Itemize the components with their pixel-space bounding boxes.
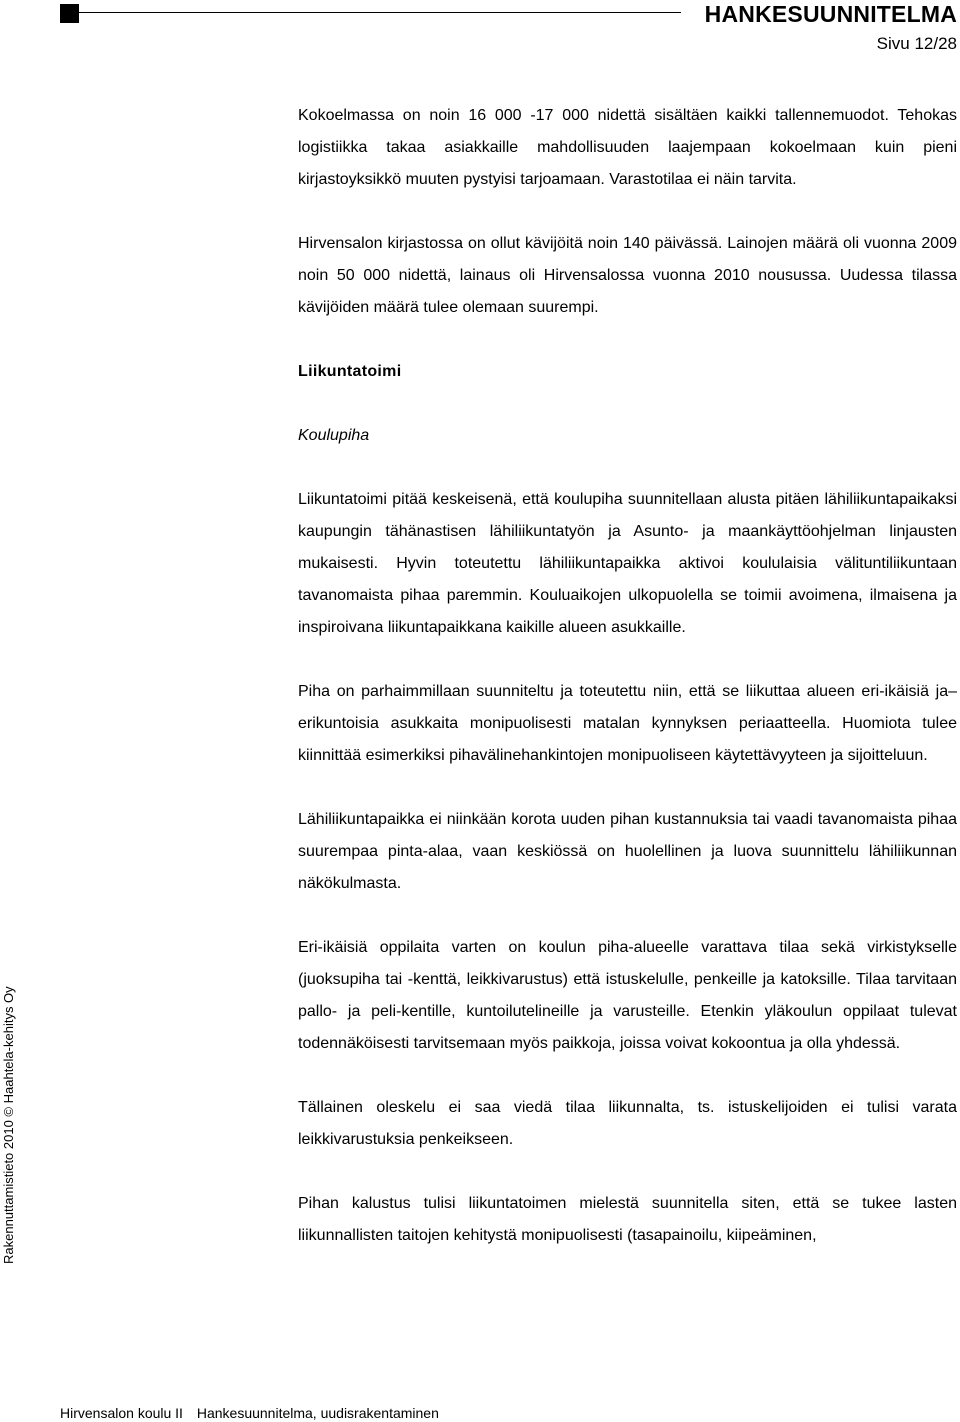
document-title: HANKESUUNNITELMA	[704, 1, 957, 27]
paragraph-1: Liikuntatoimi pitää keskeisenä, että koulupiha suunnitellaan alusta pitäen lähiliikuntapaikaksi kaupungin tähänastisen lähiliikuntatyön ja Asunto- ja maankäyttöohjelman linjausten mukaisesti. Hyvin toteutettu lähiliikuntapaikka aktivoi koululaisia välituntiliikuntaan tavanomaista pihaa paremmin. Kouluaikojen ulkopuolella se toimii avoimena, ilmaisena ja inspiroivana liikuntapaikkana kaikille alueen asukkaille.	[298, 491, 957, 636]
document-body	[298, 100, 957, 1284]
footer-project: Hirvensalon koulu II	[60, 1405, 183, 1421]
page-number: Sivu 12/28	[876, 34, 957, 53]
paragraph-6: Pihan kalustus tulisi liikuntatoimen mielestä suunnitella siten, että se tukee lasten liikunnallisten taitojen kehitystä monipuolisesti (tasapainoilu, kiipeäminen,	[298, 1195, 957, 1244]
section-subheading: Koulupiha	[298, 427, 370, 444]
paragraph-visitors: Hirvensalon kirjastossa on ollut kävijöitä noin 140 päivässä. Lainojen määrä oli vuonna 2009 noin 50 000 nidettä, lainaus oli Hirvensalossa vuonna 2010 nousussa. Uudessa tilassa kävijöiden määrä tulee olemaan suurempi.	[298, 235, 957, 316]
section-heading: Liikuntatoimi	[298, 363, 402, 380]
header-square	[60, 4, 79, 23]
footer	[60, 1405, 439, 1421]
header-rule	[79, 12, 681, 13]
paragraph-collection: Kokoelmassa on noin 16 000 -17 000 nidettä sisältäen kaikki tallennemuodot. Tehokas logistiikka takaa asiakkaille mahdollisuuden laajempaan kokoelmaan kuin pieni kirjastoyksikkö muuten pystyisi tarjoamaan. Varastotilaa ei näin tarvita.	[298, 107, 957, 188]
paragraph-2: Piha on parhaimmillaan suunniteltu ja toteutettu niin, että se liikuttaa alueen eri-ikäisiä ja–erikuntoisia asukkaita monipuolisesti matalan kynnyksen periaatteella. Huomiota tulee kiinnittää esimerkiksi pihavälinehankintojen monipuoliseen käytettävyyteen ja sijoitteluun.	[298, 683, 957, 764]
side-copyright: Rakennuttamistieto 2010 © Haahtela-kehitys Oy	[1, 986, 16, 1264]
paragraph-5: Tällainen oleskelu ei saa viedä tilaa liikunnalta, ts. istuskelijoiden ei tulisi varata leikkivarustuksia penkeikseen.	[298, 1099, 957, 1148]
paragraph-4: Eri-ikäisiä oppilaita varten on koulun piha-alueelle varattava tilaa sekä virkistykselle (juoksupiha tai -kenttä, leikkivarustus) että istuskelulle, penkeille ja katoksille. Tilaa tarvitaan pallo- ja peli-kentille, kuntoilutelineille ja varusteille. Etenkin yläkoulun oppilaat tulevat todennäköisesti tarvitsemaan myös paikkoja, joissa voivat kokoontua ja olla yhdessä.	[298, 939, 957, 1052]
paragraph-3: Lähiliikuntapaikka ei niinkään korota uuden pihan kustannuksia tai vaadi tavanomaista pihaa suurempaa pinta-alaa, vaan keskiössä on huolellinen ja luova suunnittelu lähiliikunnan näkökulmasta.	[298, 811, 957, 892]
footer-document: Hankesuunnitelma, uudisrakentaminen	[196, 1405, 439, 1421]
